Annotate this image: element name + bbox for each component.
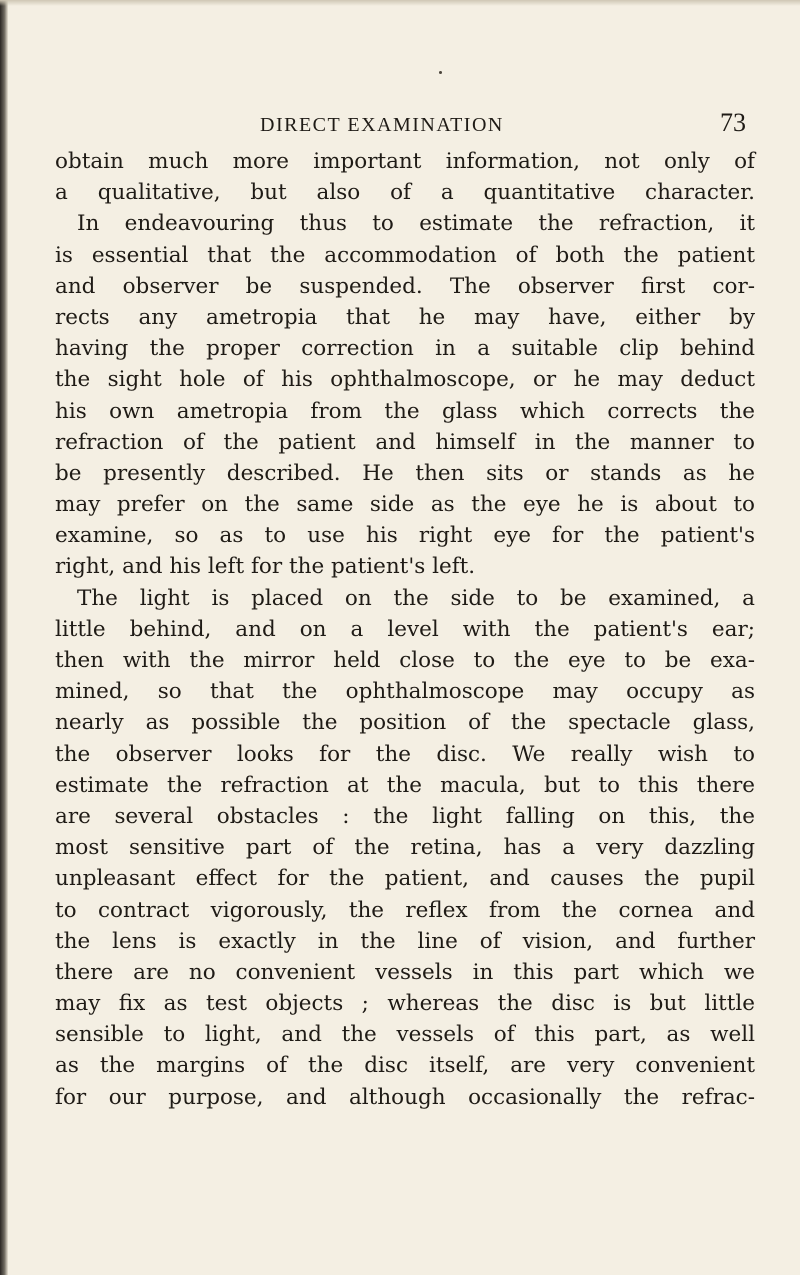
text-line: most sensitive part of the retina, has a very dazzling	[55, 835, 755, 861]
text-line: refraction of the patient and himself in the manner to	[55, 429, 755, 455]
text-line: mined, so that the ophthalmoscope may occupy as	[55, 679, 755, 705]
text-line: rects any ametropia that he may have, either by	[55, 304, 755, 330]
text-line: nearly as possible the position of the spectacle glass,	[55, 710, 755, 736]
text-line: sensible to light, and the vessels of this part, as well	[55, 1022, 755, 1048]
text-line: there are no convenient vessels in this part which we	[55, 959, 755, 985]
body-text	[55, 146, 755, 1113]
text-line: then with the mirror held close to the eye to be exa-	[55, 648, 755, 673]
text-line: the observer looks for the disc. We really wish to	[55, 741, 755, 767]
text-line: In endeavouring thus to estimate the refraction, it	[77, 211, 755, 237]
running-head: DIRECT EXAMINATION	[260, 114, 504, 136]
text-line: as the margins of the disc itself, are very convenient	[55, 1053, 755, 1079]
text-line: The light is placed on the side to be examined, a	[77, 585, 755, 611]
text-line: right, and his left for the patient's left.	[55, 554, 476, 580]
print-mark	[439, 71, 442, 74]
text-line: may fix as test objects ; whereas the disc is but little	[55, 991, 755, 1017]
text-line: little behind, and on a level with the patient's ear;	[55, 616, 755, 642]
text-line: examine, so as to use his right eye for the patient's	[55, 523, 755, 549]
text-line: his own ametropia from the glass which corrects the	[55, 398, 755, 424]
text-line: estimate the refraction at the macula, but to this there	[55, 772, 755, 798]
text-line: to contract vigorously, the reflex from the cornea and	[55, 897, 755, 923]
text-line: are several obstacles : the light falling on this, the	[55, 803, 755, 829]
page-top-shadow	[0, 0, 800, 6]
text-line: is essential that the accommodation of both the patient	[55, 242, 755, 268]
text-line: the lens is exactly in the line of vision, and further	[55, 928, 755, 954]
text-line: and observer be suspended. The observer first cor-	[55, 273, 755, 299]
page-number: 73	[720, 108, 746, 137]
text-line: for our purpose, and although occasionally the refrac-	[55, 1084, 755, 1110]
text-line: be presently described. He then sits or stands as he	[55, 460, 755, 486]
text-line: the sight hole of his ophthalmoscope, or he may deduct	[55, 367, 755, 393]
text-line: having the proper correction in a suitable clip behind	[55, 336, 755, 362]
text-line: obtain much more important information, not only of	[55, 149, 755, 174]
text-line: a qualitative, but also of a quantitative character.	[55, 180, 755, 206]
text-line: unpleasant effect for the patient, and causes the pupil	[55, 866, 755, 892]
binding-edge	[0, 0, 8, 1275]
text-line: may prefer on the same side as the eye he is about to	[55, 492, 755, 518]
